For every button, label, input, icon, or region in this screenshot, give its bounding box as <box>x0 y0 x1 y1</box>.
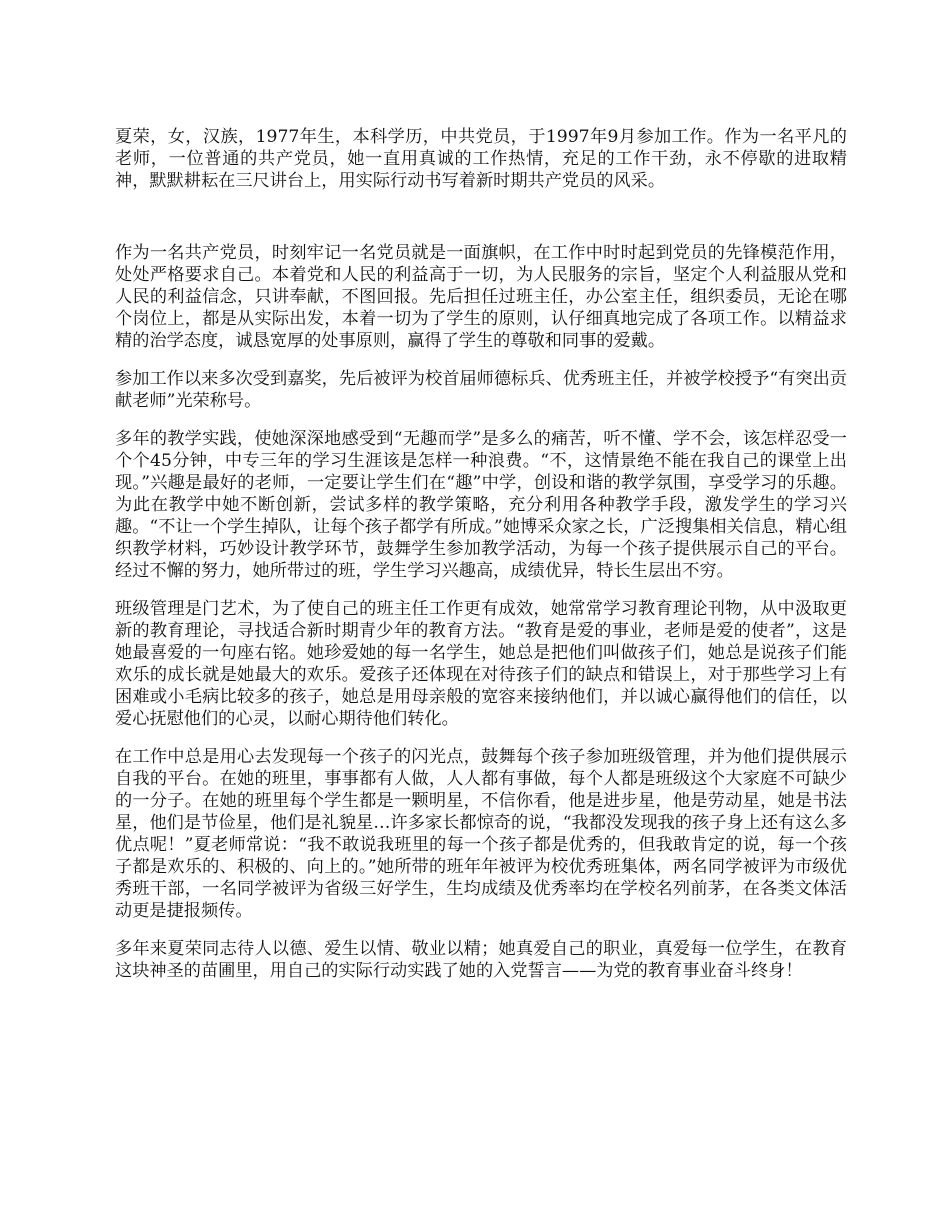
paragraph-teaching: 多年的教学实践，使她深深地感受到“无趣而学”是多么的痛苦，听不懂、学不会，该怎样忍受一个个45分钟，中专三年的学习生涯该是怎样一种浪费。“不，这情景绝不能在我自己的课堂上出现。”兴趣是最好的老师，一定要让学生们在“趣”中学，创设和谐的教学氛围，享受学习的乐趣。为此在教学中她不断创新，尝试多样的教学策略，充分利用各种教学手段，激发学生的学习兴趣。“不让一个学生掉队，让每个孩子都学有所成。”她博采众家之长，广泛搜集相关信息，精心组织教学材料，巧妙设计教学环节，鼓舞学生参加教学活动，为每一个孩子提供展示自己的平台。经过不懈的努力，她所带过的班，学生学习兴趣高，成绩优异，特长生层出不穷。 <box>115 429 847 581</box>
paragraph-intro: 夏荣，女，汉族，1977年生，本科学历，中共党员，于1997年9月参加工作。作为一名平凡的老师，一位普通的共产党员，她一直用真诚的工作热情，充足的工作干劲，永不停歇的进取精神，默默耕耘在三尺讲台上，用实际行动书写着新时期共产党员的风采。 <box>115 127 847 191</box>
paragraph-honors: 参加工作以来多次受到嘉奖，先后被评为校首届师德标兵、优秀班主任，并被学校授予“有突出贡献老师”光荣称号。 <box>115 369 847 411</box>
paragraph-highlights: 在工作中总是用心去发现每一个孩子的闪光点，鼓舞每个孩子参加班级管理，并为他们提供展示自我的平台。在她的班里，事事都有人做，人人都有事做，每个人都是班级这个大家庭不可缺少的一分子。在她的班里每个学生都是一颗明星，不信你看，他是进步星，他是劳动星，她是书法星，他们是节俭星，他们是礼貌星…许多家长都惊奇的说，“我都没发现我的孩子身上还有这么多优点呢！”夏老师常说：“我不敢说我班里的每一个孩子都是优秀的，但我敢肯定的说，每一个孩子都是欢乐的、积极的、向上的。”她所带的班年年被评为校优秀班集体，两名同学被评为市级优秀班干部，一名同学被评为省级三好学生，生均成绩及优秀率均在学校名列前茅，在各类文体活动更是捷报频传。 <box>115 747 847 921</box>
paragraph-conclusion: 多年来夏荣同志待人以德、爱生以情、敬业以精；她真爱自己的职业，真爱每一位学生，在教育这块神圣的苗圃里，用自己的实际行动实践了她的入党誓言——为党的教育事业奋斗终身！ <box>115 939 847 981</box>
document-body <box>115 126 847 998</box>
paragraph-class-management: 班级管理是门艺术，为了使自己的班主任工作更有成效，她常常学习教育理论刊物，从中汲取更新的教育理论，寻找适合新时期青少年的教育方法。“教育是爱的事业，老师是爱的使者”，这是她最喜爱的一句座右铭。她珍爱她的每一名学生，她总是把他们叫做孩子们，她总是说孩子们能欢乐的成长就是她最大的欢乐。爱孩子还体现在对待孩子们的缺点和错误上，对于那些学习上有困难或小毛病比较多的孩子，她总是用母亲般的宽容来接纳他们，并以诚心赢得他们的信任，以爱心抚慰他们的心灵，以耐心期待他们转化。 <box>115 599 847 729</box>
paragraph-party-member: 作为一名共产党员，时刻牢记一名党员就是一面旗帜，在工作中时时起到党员的先锋模范作用，处处严格要求自己。本着党和人民的利益高于一切，为人民服务的宗旨，坚定个人利益服从党和人民的利益信念，只讲奉献，不图回报。先后担任过班主任，办公室主任，组织委员，无论在哪个岗位上，都是从实际出发，本着一切为了学生的原则，认仔细真地完成了各项工作。以精益求精的治学态度，诚恳宽厚的处事原则，赢得了学生的尊敬和同事的爱戴。 <box>115 243 847 351</box>
